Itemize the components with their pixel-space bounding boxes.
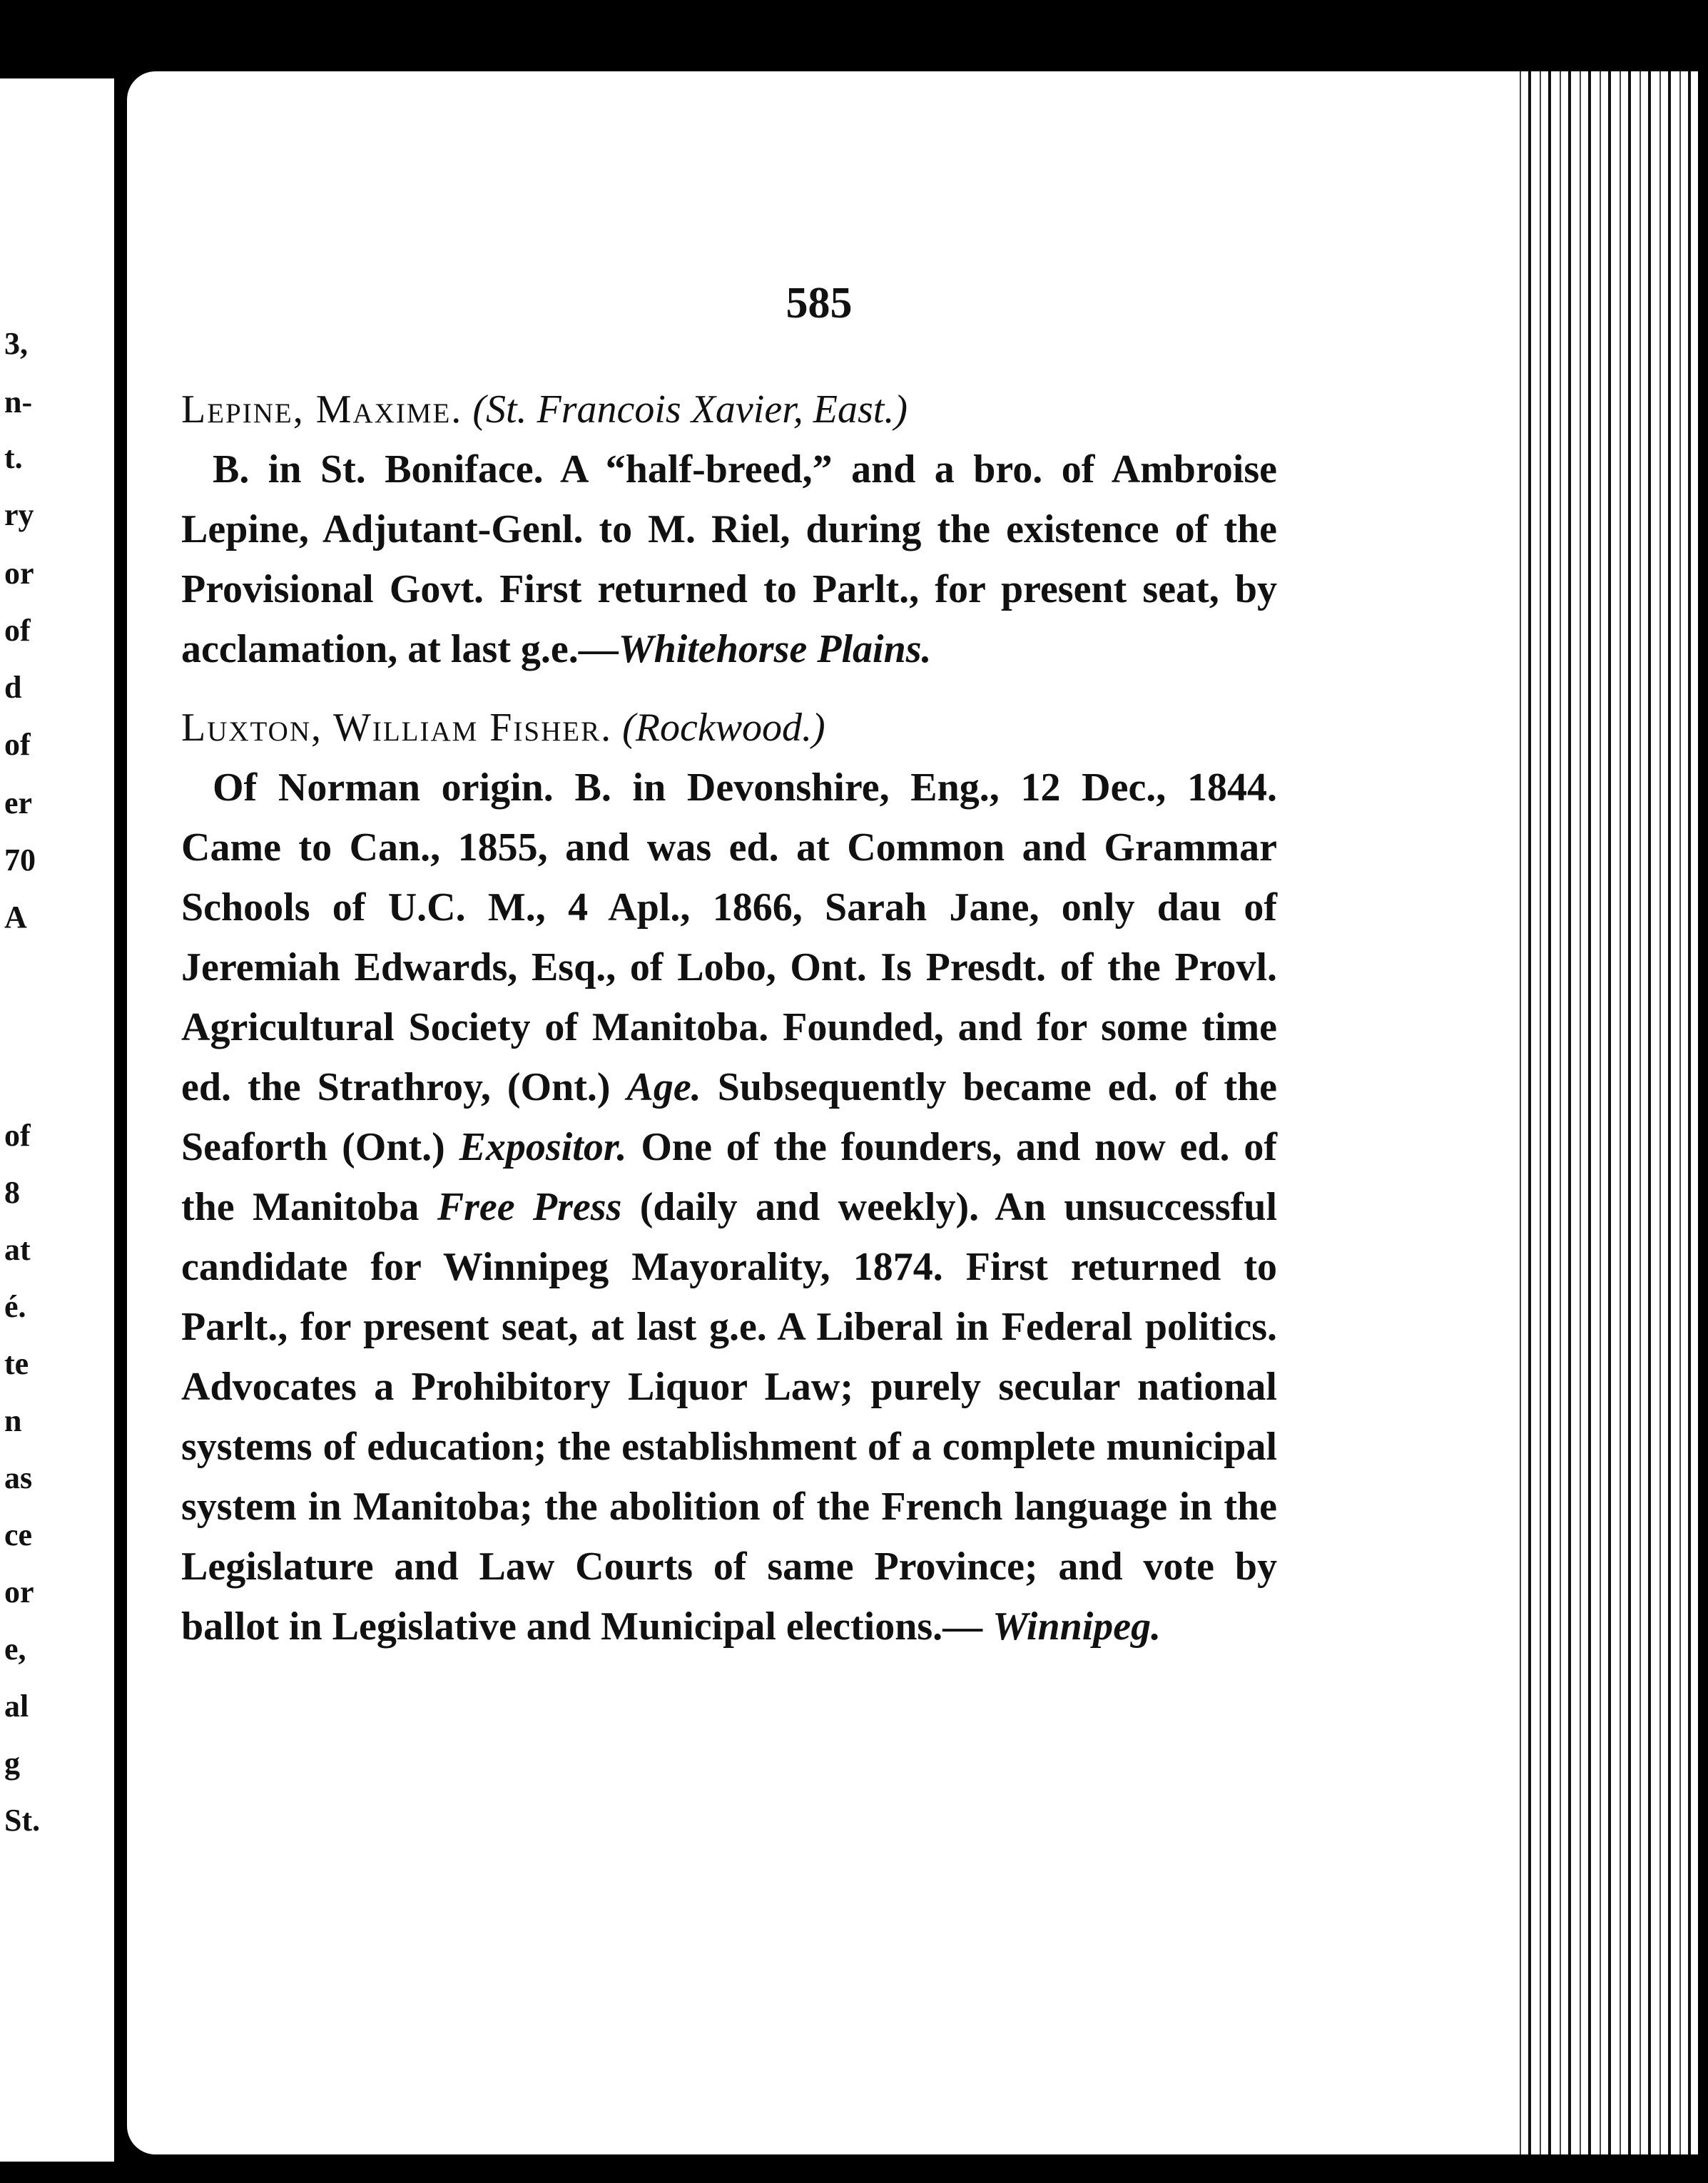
facing-page-fragment: e, — [4, 1632, 26, 1666]
entry-heading — [181, 698, 1277, 758]
newspaper-title: Expositor. — [459, 1125, 627, 1169]
facing-page-fragment: 8 — [4, 1175, 20, 1210]
newspaper-title: Age. — [626, 1065, 701, 1109]
facing-page-text — [0, 78, 114, 2162]
facing-page — [0, 78, 114, 2162]
facing-page-fragment: as — [4, 1460, 33, 1495]
facing-page-fragment: ry — [4, 497, 34, 532]
entry-place: Whitehorse Plains. — [618, 627, 932, 671]
facing-page-fragment: n — [4, 1403, 22, 1438]
entry-name: Luxton, William Fisher. — [181, 706, 613, 750]
book-page — [127, 71, 1511, 2154]
newspaper-title: Free Press — [437, 1185, 622, 1229]
entry-name: Lepine, Maxime. — [181, 387, 463, 432]
facing-page-fragment: of — [4, 1118, 31, 1153]
page-number: 585 — [786, 279, 853, 327]
facing-page-fragment: St. — [4, 1803, 41, 1838]
entry-place: Winnipeg. — [992, 1604, 1161, 1649]
facing-page-fragment: g — [4, 1746, 20, 1781]
facing-page-fragment: al — [4, 1689, 29, 1724]
facing-page-fragment: 3, — [4, 326, 28, 361]
facing-page-fragment: or — [4, 556, 34, 591]
facing-page-fragment: te — [4, 1346, 29, 1381]
entry-body: Of Norman origin. B. in Devonshire, Eng., 12 Dec., 1844. Came to Can., 1855, and was ed. at Common and Grammar Schools of U.C. M., 4 Apl., 1866, Sarah Jane, only dau of Jeremiah Edwards, Esq., of Lobo, Ont. Is Presdt. of the Provl. Agricultural Society of Manitoba. Founded, and for some time ed. the Strathroy, (Ont.) Age. Subsequently became ed. of the Seaforth (Ont.) Expositor. One of the founders, and now ed. of the Manitoba Free Press (daily and weekly). An unsuccessful candidate for Winnipeg Mayorality, 1874. First returned to Parlt., for present seat, at last g.e. A Liberal in Federal politics. Advocates a Prohibitory Liquor Law; purely secular national systems of education; the establishment of a complete municipal system in Manitoba; the abolition of the French language in the Legislature and Law Courts of same Province; and vote by ballot in Legislative and Municipal elections.— Winnipeg. — [181, 765, 1278, 1649]
facing-page-fragment: 70 — [4, 843, 36, 877]
facing-page-fragment: of — [4, 727, 31, 762]
facing-page-fragment: n- — [4, 385, 33, 419]
entry-riding: (Rockwood.) — [622, 706, 825, 750]
facing-page-fragment: er — [4, 785, 33, 820]
entry-riding: (St. Francois Xavier, East.) — [472, 387, 908, 432]
facing-page-fragment: é. — [4, 1289, 26, 1324]
entry-heading — [181, 380, 1277, 439]
entry-body: B. in St. Boniface. A “half-breed,” and a bro. of Ambroise Lepine, Adjutant-Genl. to M. Riel, during the existence of the Provisional Govt. First returned to Parlt., for present seat, by acclamation, at last g.e.—Whitehorse Plains. — [181, 447, 1277, 671]
facing-page-fragment: at — [4, 1232, 31, 1267]
facing-page-fragment: or — [4, 1574, 34, 1609]
facing-page-fragment: ce — [4, 1517, 33, 1552]
facing-page-fragment: t. — [4, 440, 23, 475]
facing-page-fragment: of — [4, 613, 31, 648]
facing-page-fragment: d — [4, 670, 22, 705]
page-text — [181, 380, 1277, 1657]
facing-page-fragment: A — [4, 900, 27, 935]
